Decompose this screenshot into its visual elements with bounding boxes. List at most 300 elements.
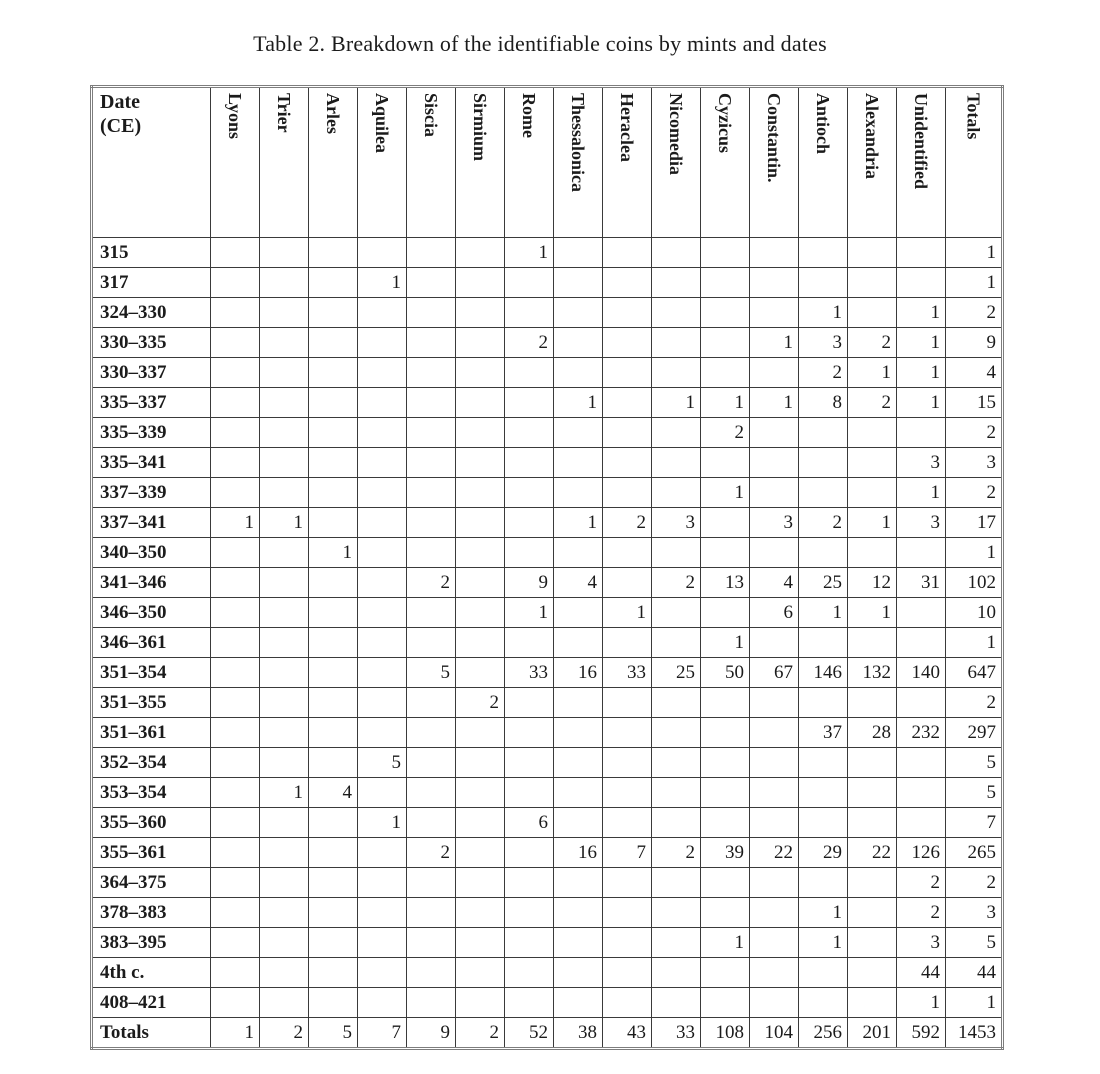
count-cell	[505, 898, 554, 928]
count-cell	[799, 418, 848, 448]
count-cell	[652, 988, 701, 1018]
count-cell	[799, 628, 848, 658]
count-cell	[211, 568, 260, 598]
count-cell	[309, 628, 358, 658]
count-cell	[554, 358, 603, 388]
count-cell	[554, 868, 603, 898]
row-date-label: 378–383	[92, 898, 211, 928]
count-cell	[603, 928, 652, 958]
count-cell	[897, 538, 946, 568]
count-cell: 297	[946, 718, 1003, 748]
table-row	[92, 838, 1003, 868]
count-cell	[897, 808, 946, 838]
count-cell: 33	[652, 1018, 701, 1049]
count-cell	[554, 628, 603, 658]
count-cell: 1	[946, 538, 1003, 568]
count-cell: 1	[799, 298, 848, 328]
count-cell	[554, 538, 603, 568]
count-cell	[652, 268, 701, 298]
count-cell	[260, 838, 309, 868]
count-cell: 3	[799, 328, 848, 358]
row-date-label: 353–354	[92, 778, 211, 808]
count-cell: 5	[946, 748, 1003, 778]
count-cell	[505, 988, 554, 1018]
count-cell	[358, 418, 407, 448]
count-cell: 2	[946, 418, 1003, 448]
count-cell	[701, 958, 750, 988]
count-cell	[750, 898, 799, 928]
count-cell	[309, 988, 358, 1018]
count-cell	[309, 298, 358, 328]
count-cell	[652, 868, 701, 898]
count-cell	[750, 358, 799, 388]
count-cell	[799, 688, 848, 718]
count-cell	[603, 298, 652, 328]
count-cell: 1	[799, 598, 848, 628]
count-cell	[848, 898, 897, 928]
count-cell: 592	[897, 1018, 946, 1049]
count-cell	[750, 868, 799, 898]
count-cell	[211, 958, 260, 988]
table-row	[92, 898, 1003, 928]
count-cell	[799, 268, 848, 298]
count-cell	[701, 688, 750, 718]
count-cell: 6	[505, 808, 554, 838]
count-cell	[456, 508, 505, 538]
count-cell	[603, 358, 652, 388]
column-header-totals	[946, 87, 1003, 238]
count-cell	[701, 268, 750, 298]
count-cell	[750, 628, 799, 658]
row-date-label: 317	[92, 268, 211, 298]
count-cell: 201	[848, 1018, 897, 1049]
count-cell: 1	[358, 808, 407, 838]
count-cell	[407, 448, 456, 478]
row-date-label: 335–341	[92, 448, 211, 478]
count-cell	[309, 418, 358, 448]
count-cell	[603, 418, 652, 448]
count-cell	[456, 568, 505, 598]
count-cell	[456, 988, 505, 1018]
count-cell	[799, 748, 848, 778]
count-cell: 28	[848, 718, 897, 748]
count-cell	[701, 808, 750, 838]
column-header-antioch	[799, 87, 848, 238]
count-cell	[407, 298, 456, 328]
count-cell: 5	[358, 748, 407, 778]
count-cell	[407, 538, 456, 568]
count-cell	[701, 448, 750, 478]
count-cell: 31	[897, 568, 946, 598]
column-header-label: Unidentified	[911, 93, 931, 190]
count-cell: 37	[799, 718, 848, 748]
count-cell	[701, 598, 750, 628]
count-cell	[750, 778, 799, 808]
table-caption: Table 2. Breakdown of the identifiable coins by mints and dates	[253, 31, 827, 56]
count-cell: 50	[701, 658, 750, 688]
column-header-rome	[505, 87, 554, 238]
count-cell	[358, 298, 407, 328]
table-row	[92, 508, 1003, 538]
count-cell	[456, 748, 505, 778]
count-cell: 33	[603, 658, 652, 688]
count-cell	[652, 718, 701, 748]
count-cell: 1	[799, 928, 848, 958]
count-cell	[554, 928, 603, 958]
count-cell	[407, 478, 456, 508]
count-cell: 4	[750, 568, 799, 598]
count-cell: 43	[603, 1018, 652, 1049]
count-cell	[407, 598, 456, 628]
count-cell: 1	[750, 328, 799, 358]
count-cell	[750, 928, 799, 958]
count-cell	[848, 958, 897, 988]
table-header	[92, 87, 1003, 238]
count-cell: 1	[260, 778, 309, 808]
count-cell	[211, 838, 260, 868]
count-cell	[750, 418, 799, 448]
count-cell	[652, 778, 701, 808]
count-cell	[701, 358, 750, 388]
column-header-heraclea	[603, 87, 652, 238]
count-cell: 4	[946, 358, 1003, 388]
count-cell: 38	[554, 1018, 603, 1049]
count-cell	[309, 268, 358, 298]
count-cell: 2	[946, 868, 1003, 898]
count-cell	[750, 448, 799, 478]
count-cell	[603, 388, 652, 418]
table-row	[92, 808, 1003, 838]
count-cell	[211, 868, 260, 898]
count-cell: 1	[701, 388, 750, 418]
count-cell	[260, 628, 309, 658]
column-header-unidentified	[897, 87, 946, 238]
count-cell	[456, 478, 505, 508]
count-cell: 647	[946, 658, 1003, 688]
count-cell: 9	[946, 328, 1003, 358]
count-cell: 1	[897, 328, 946, 358]
column-header-arles	[309, 87, 358, 238]
count-cell	[358, 658, 407, 688]
count-cell: 265	[946, 838, 1003, 868]
count-cell	[407, 868, 456, 898]
count-cell	[456, 598, 505, 628]
count-cell	[603, 448, 652, 478]
count-cell	[211, 898, 260, 928]
count-cell: 22	[848, 838, 897, 868]
count-cell: 1	[358, 268, 407, 298]
count-cell	[897, 688, 946, 718]
table-row	[92, 388, 1003, 418]
count-cell	[358, 898, 407, 928]
count-cell	[554, 898, 603, 928]
count-cell: 1	[897, 988, 946, 1018]
count-cell: 1	[701, 928, 750, 958]
count-cell	[260, 538, 309, 568]
count-cell	[260, 448, 309, 478]
count-cell	[211, 418, 260, 448]
count-cell	[456, 868, 505, 898]
row-date-label: 337–339	[92, 478, 211, 508]
count-cell	[750, 988, 799, 1018]
count-cell: 1	[946, 268, 1003, 298]
count-cell	[407, 808, 456, 838]
count-cell	[799, 958, 848, 988]
count-cell: 52	[505, 1018, 554, 1049]
count-cell: 126	[897, 838, 946, 868]
count-cell	[358, 868, 407, 898]
count-cell: 2	[505, 328, 554, 358]
count-cell	[652, 898, 701, 928]
count-cell	[358, 718, 407, 748]
count-cell: 1	[799, 898, 848, 928]
row-date-label: 4th c.	[92, 958, 211, 988]
count-cell: 5	[407, 658, 456, 688]
count-cell: 104	[750, 1018, 799, 1049]
count-cell	[358, 538, 407, 568]
row-date-label: 337–341	[92, 508, 211, 538]
count-cell	[799, 238, 848, 268]
count-cell	[750, 268, 799, 298]
date-header-line1: Date	[100, 91, 140, 113]
count-cell: 7	[946, 808, 1003, 838]
table-row	[92, 568, 1003, 598]
table-row	[92, 688, 1003, 718]
count-cell	[358, 988, 407, 1018]
count-cell: 1	[946, 988, 1003, 1018]
count-cell	[211, 808, 260, 838]
count-cell: 3	[750, 508, 799, 538]
count-cell	[750, 238, 799, 268]
count-cell: 256	[799, 1018, 848, 1049]
count-cell	[603, 988, 652, 1018]
count-cell: 1	[897, 298, 946, 328]
count-cell: 2	[701, 418, 750, 448]
count-cell	[456, 538, 505, 568]
count-cell	[897, 238, 946, 268]
count-cell: 2	[897, 868, 946, 898]
count-cell: 12	[848, 568, 897, 598]
date-column-header	[92, 87, 211, 238]
count-cell	[848, 808, 897, 838]
count-cell: 3	[897, 508, 946, 538]
count-cell	[799, 808, 848, 838]
table-row	[92, 238, 1003, 268]
count-cell	[799, 868, 848, 898]
count-cell	[701, 538, 750, 568]
count-cell	[309, 238, 358, 268]
count-cell: 67	[750, 658, 799, 688]
count-cell	[211, 538, 260, 568]
column-header-label: Antioch	[813, 93, 833, 155]
count-cell	[701, 298, 750, 328]
count-cell: 9	[407, 1018, 456, 1049]
count-cell	[358, 478, 407, 508]
count-cell	[848, 298, 897, 328]
count-cell	[701, 898, 750, 928]
count-cell: 1	[309, 538, 358, 568]
column-header-label: Constantin.	[764, 93, 784, 183]
count-cell	[456, 388, 505, 418]
count-cell: 2	[848, 328, 897, 358]
count-cell	[505, 838, 554, 868]
count-cell	[554, 268, 603, 298]
count-cell	[358, 568, 407, 598]
count-cell	[309, 358, 358, 388]
row-date-label: 335–339	[92, 418, 211, 448]
count-cell	[211, 928, 260, 958]
count-cell	[358, 328, 407, 358]
count-cell	[456, 358, 505, 388]
column-header-label: Trier	[274, 93, 294, 133]
count-cell: 2	[603, 508, 652, 538]
count-cell: 2	[946, 478, 1003, 508]
count-cell	[211, 778, 260, 808]
count-cell: 3	[897, 928, 946, 958]
count-cell	[897, 268, 946, 298]
count-cell	[701, 718, 750, 748]
count-cell	[603, 628, 652, 658]
count-cell	[554, 718, 603, 748]
count-cell: 3	[946, 448, 1003, 478]
count-cell	[358, 628, 407, 658]
row-date-label: 341–346	[92, 568, 211, 598]
count-cell: 16	[554, 838, 603, 868]
count-cell	[358, 838, 407, 868]
count-cell: 3	[652, 508, 701, 538]
count-cell	[407, 988, 456, 1018]
row-date-label: 355–360	[92, 808, 211, 838]
count-cell	[358, 508, 407, 538]
count-cell	[652, 298, 701, 328]
count-cell	[603, 718, 652, 748]
table-row	[92, 298, 1003, 328]
count-cell	[211, 388, 260, 418]
count-cell	[701, 988, 750, 1018]
count-cell: 2	[799, 508, 848, 538]
count-cell: 1	[211, 508, 260, 538]
column-header-sirmium	[456, 87, 505, 238]
count-cell	[848, 748, 897, 778]
count-cell: 1	[848, 598, 897, 628]
column-header-lyons	[211, 87, 260, 238]
count-cell: 102	[946, 568, 1003, 598]
count-cell	[456, 958, 505, 988]
count-cell	[652, 238, 701, 268]
count-cell	[554, 298, 603, 328]
count-cell	[260, 748, 309, 778]
count-cell: 1	[946, 628, 1003, 658]
count-cell	[652, 328, 701, 358]
count-cell: 25	[652, 658, 701, 688]
count-cell	[260, 898, 309, 928]
count-cell	[750, 538, 799, 568]
count-cell	[848, 868, 897, 898]
count-cell	[309, 508, 358, 538]
count-cell	[211, 268, 260, 298]
count-cell	[407, 508, 456, 538]
count-cell	[456, 418, 505, 448]
table-row	[92, 448, 1003, 478]
count-cell: 10	[946, 598, 1003, 628]
count-cell	[505, 478, 554, 508]
count-cell	[848, 418, 897, 448]
count-cell: 1	[848, 358, 897, 388]
count-cell	[407, 388, 456, 418]
count-cell	[456, 328, 505, 358]
count-cell	[260, 988, 309, 1018]
count-cell	[554, 988, 603, 1018]
count-cell	[750, 478, 799, 508]
row-date-label: 335–337	[92, 388, 211, 418]
count-cell: 15	[946, 388, 1003, 418]
date-header-line2: (CE)	[100, 114, 142, 137]
count-cell	[505, 718, 554, 748]
count-cell: 2	[652, 568, 701, 598]
count-cell: 2	[897, 898, 946, 928]
row-date-label: 330–337	[92, 358, 211, 388]
count-cell	[211, 628, 260, 658]
count-cell	[897, 628, 946, 658]
table-row	[92, 748, 1003, 778]
column-header-alexandria	[848, 87, 897, 238]
count-cell	[750, 688, 799, 718]
count-cell	[505, 448, 554, 478]
count-cell	[456, 898, 505, 928]
count-cell	[603, 868, 652, 898]
count-cell: 44	[946, 958, 1003, 988]
count-cell	[799, 448, 848, 478]
count-cell	[260, 388, 309, 418]
count-cell: 7	[603, 838, 652, 868]
table-row	[92, 988, 1003, 1018]
count-cell	[554, 328, 603, 358]
count-cell	[211, 988, 260, 1018]
row-date-label: 408–421	[92, 988, 211, 1018]
count-cell: 1	[701, 628, 750, 658]
count-cell: 1	[554, 508, 603, 538]
row-date-label: 330–335	[92, 328, 211, 358]
count-cell	[505, 928, 554, 958]
count-cell	[701, 328, 750, 358]
count-cell	[652, 748, 701, 778]
count-cell	[407, 748, 456, 778]
table-row	[92, 868, 1003, 898]
column-header-constantin	[750, 87, 799, 238]
table-row	[92, 268, 1003, 298]
count-cell	[554, 688, 603, 718]
table-row	[92, 658, 1003, 688]
count-cell	[211, 688, 260, 718]
count-cell: 1	[505, 238, 554, 268]
count-cell	[652, 628, 701, 658]
count-cell	[750, 808, 799, 838]
count-cell	[456, 778, 505, 808]
count-cell	[456, 298, 505, 328]
table-body	[92, 238, 1003, 1049]
totals-row	[92, 1018, 1003, 1049]
count-cell	[358, 778, 407, 808]
count-cell	[456, 838, 505, 868]
count-cell	[701, 508, 750, 538]
count-cell: 16	[554, 658, 603, 688]
count-cell	[211, 748, 260, 778]
count-cell	[456, 658, 505, 688]
count-cell	[407, 628, 456, 658]
table-row	[92, 928, 1003, 958]
count-cell: 1	[260, 508, 309, 538]
count-cell	[260, 358, 309, 388]
